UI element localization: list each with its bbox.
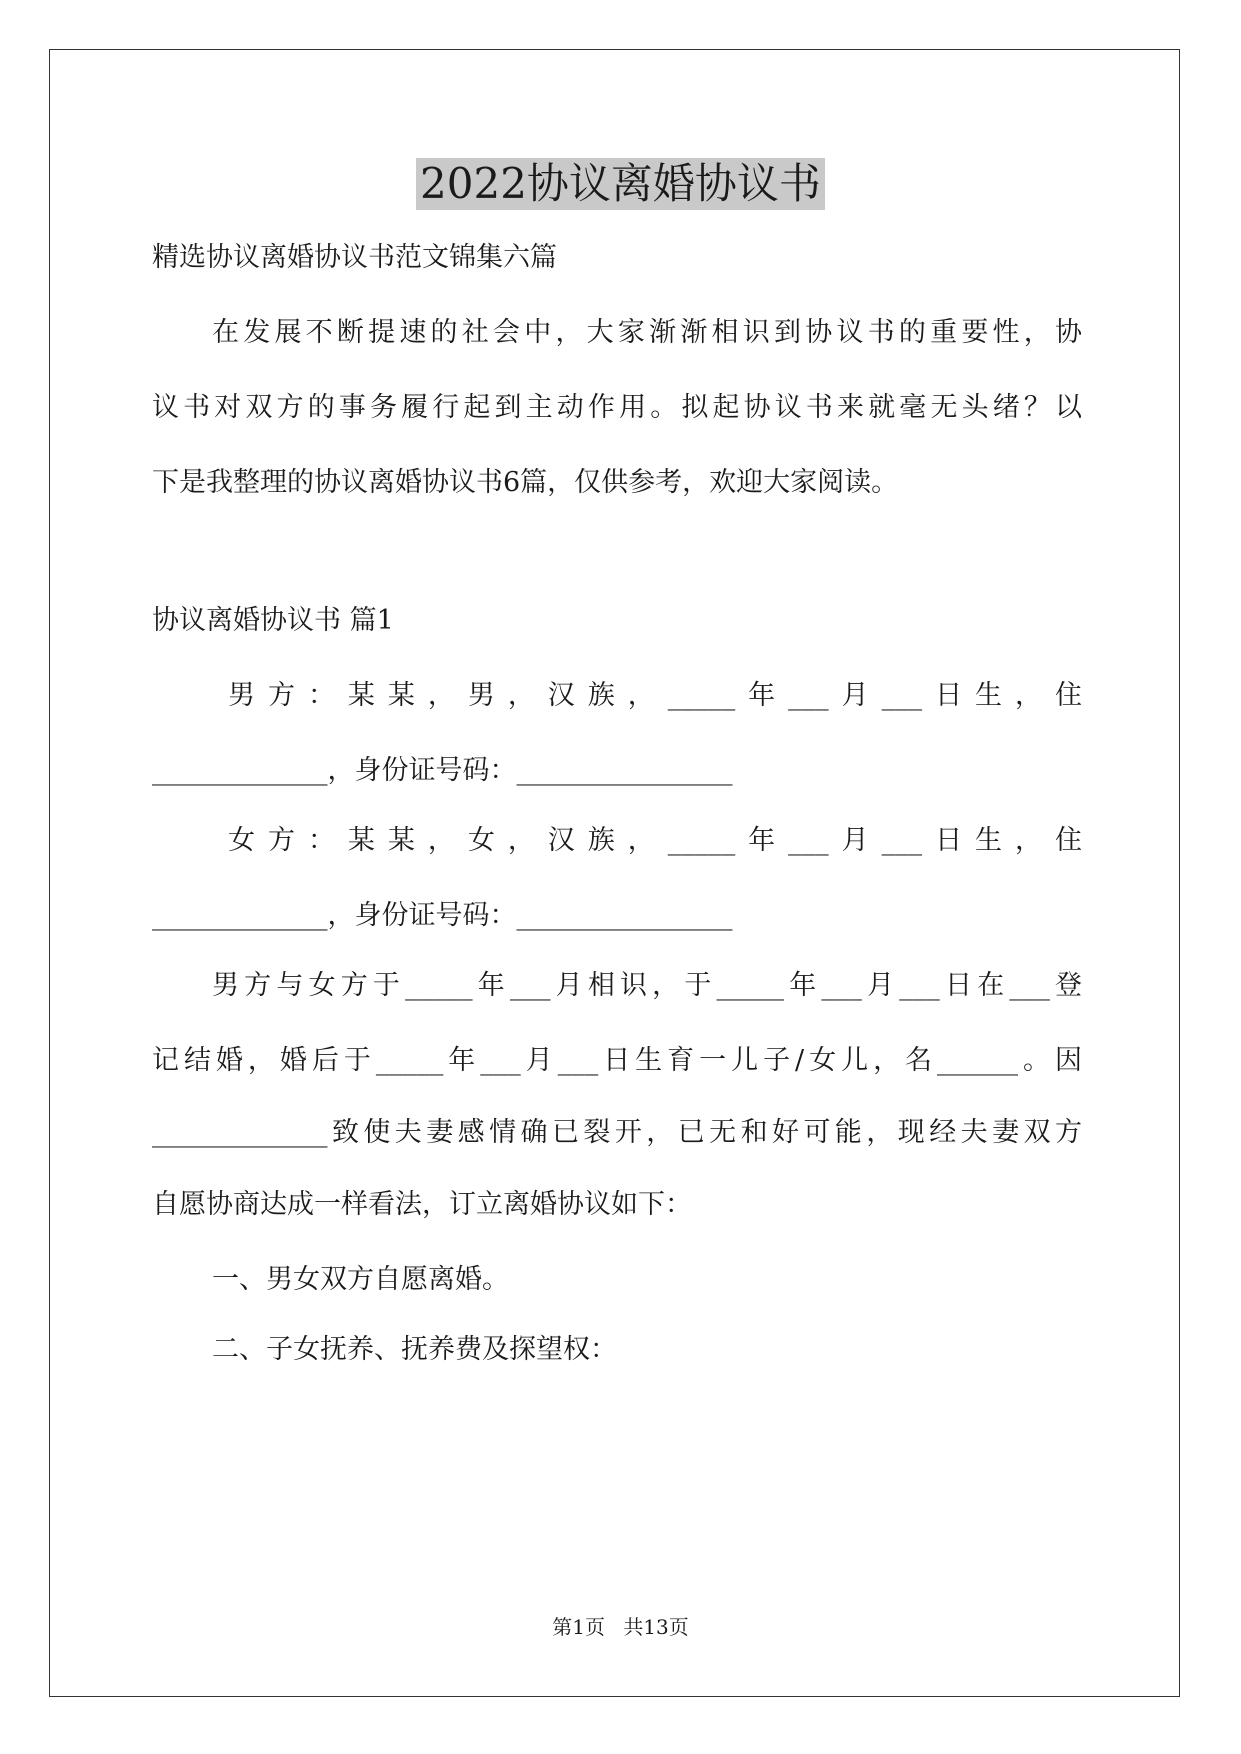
body-line: 自愿协商达成一样看法，订立离婚协议如下： bbox=[152, 1189, 692, 1220]
subtitle: 精选协议离婚协议书范文锦集六篇 bbox=[152, 242, 557, 273]
intro-line: 在发展不断提速的社会中，大家渐渐相识到协议书的重要性，协 bbox=[212, 317, 1082, 348]
page-number: 第1页 bbox=[552, 1615, 605, 1639]
title-wrap bbox=[0, 158, 1241, 210]
male-party-line: 男方：某某，男，汉族，_____年___月___日生，住 bbox=[228, 680, 1082, 711]
section-heading: 协议离婚协议书 篇1 bbox=[152, 605, 394, 636]
document-title: 2022协议离婚协议书 bbox=[416, 158, 825, 210]
clause-2: 二、子女抚养、抚养费及探望权： bbox=[212, 1334, 617, 1365]
male-party-id-line: _____________，身份证号码：________________ bbox=[152, 755, 733, 786]
clause-1: 一、男女双方自愿离婚。 bbox=[212, 1264, 509, 1295]
page-footer bbox=[0, 1614, 1241, 1640]
page-total: 共13页 bbox=[623, 1615, 689, 1639]
female-party-id-line: _____________，身份证号码：________________ bbox=[152, 900, 733, 931]
page-border bbox=[49, 49, 1180, 1697]
female-party-line: 女方：某某，女，汉族，_____年___月___日生，住 bbox=[228, 825, 1082, 856]
intro-line: 议书对双方的事务履行起到主动作用。拟起协议书来就毫无头绪？以 bbox=[152, 392, 1082, 423]
intro-line: 下是我整理的协议离婚协议书6篇，仅供参考，欢迎大家阅读。 bbox=[152, 467, 899, 498]
body-line: 男方与女方于_____年___月相识，于_____年___月___日在___登 bbox=[212, 970, 1082, 1001]
body-line: _____________致使夫妻感情确已裂开，已无和好可能，现经夫妻双方 bbox=[152, 1117, 1082, 1148]
body-line: 记结婚，婚后于_____年___月___日生育一儿子/女儿，名______。因 bbox=[152, 1045, 1082, 1076]
